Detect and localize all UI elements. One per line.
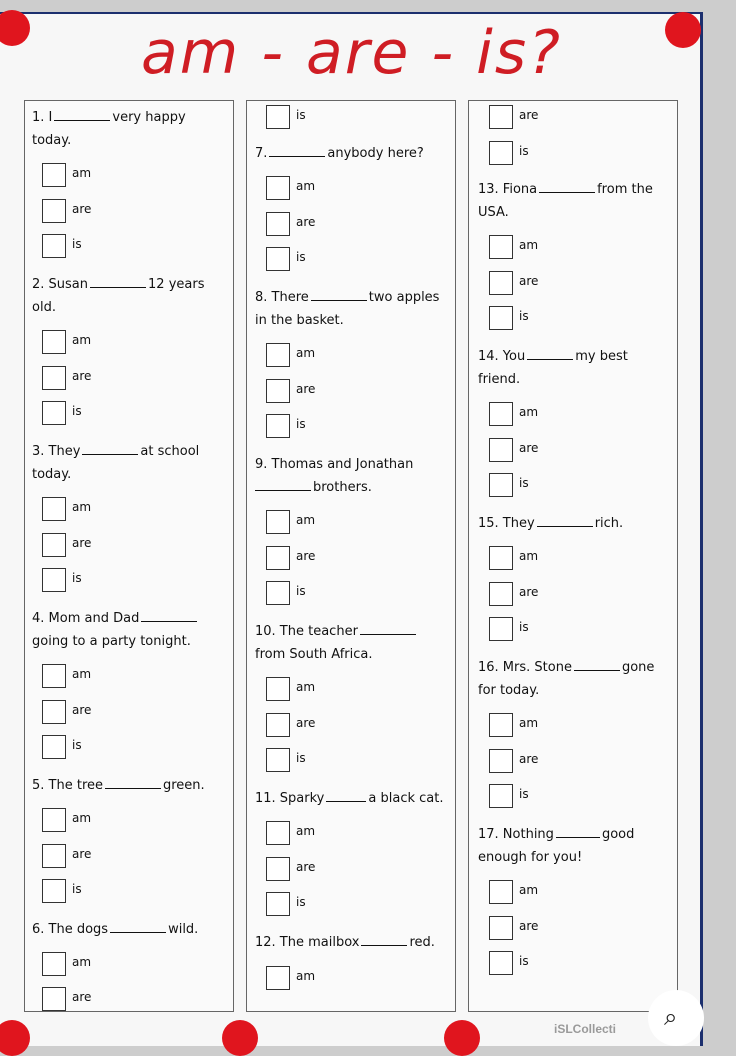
checkbox[interactable]: [489, 617, 513, 641]
checkbox[interactable]: [266, 510, 290, 534]
checkbox[interactable]: [489, 235, 513, 259]
checkbox[interactable]: [266, 581, 290, 605]
checkbox[interactable]: [489, 916, 513, 940]
checkbox[interactable]: [42, 987, 66, 1011]
checkbox[interactable]: [42, 199, 66, 223]
question-12: 12. The mailbox red.: [255, 935, 435, 950]
checkbox[interactable]: [489, 306, 513, 330]
question-15: 15. They rich.: [478, 516, 624, 531]
checkbox[interactable]: [42, 664, 66, 688]
pin-dot: [444, 1020, 480, 1056]
checkbox[interactable]: [42, 844, 66, 868]
question-9: 9. Thomas and Jonathan brothers.: [255, 457, 414, 495]
checkbox[interactable]: [42, 366, 66, 390]
checkbox[interactable]: [266, 176, 290, 200]
checkbox[interactable]: [266, 857, 290, 881]
page-title: am - are - is?: [141, 18, 562, 88]
question-17: 17. Nothing good enough for you!: [478, 827, 635, 865]
pin-dot: [0, 1020, 30, 1056]
checkbox[interactable]: [489, 784, 513, 808]
question-16: 16. Mrs. Stone gone for today.: [478, 660, 655, 698]
checkbox[interactable]: [489, 473, 513, 497]
checkbox[interactable]: [489, 582, 513, 606]
checkbox[interactable]: [489, 951, 513, 975]
checkbox[interactable]: [42, 234, 66, 258]
checkbox[interactable]: [266, 892, 290, 916]
pin-dot: [222, 1020, 258, 1056]
checkbox[interactable]: [266, 821, 290, 845]
question-2: 2. Susan 12 years old.: [32, 277, 205, 315]
checkbox[interactable]: [266, 748, 290, 772]
checkbox[interactable]: [266, 677, 290, 701]
checkbox[interactable]: [42, 952, 66, 976]
checkbox[interactable]: [489, 713, 513, 737]
checkbox[interactable]: [489, 546, 513, 570]
checkbox[interactable]: [489, 271, 513, 295]
checkbox[interactable]: [42, 163, 66, 187]
checkbox[interactable]: [42, 700, 66, 724]
checkbox[interactable]: [266, 546, 290, 570]
question-8: 8. There two apples in the basket.: [255, 290, 440, 328]
checkbox[interactable]: [266, 343, 290, 367]
question-11: 11. Sparky a black cat.: [255, 791, 444, 806]
zoom-button[interactable]: [648, 990, 704, 1046]
checkbox[interactable]: [489, 402, 513, 426]
checkbox[interactable]: [42, 330, 66, 354]
checkbox[interactable]: [489, 438, 513, 462]
checkbox[interactable]: [266, 966, 290, 990]
checkbox[interactable]: [266, 713, 290, 737]
watermark: iSLCollecti: [554, 1022, 617, 1036]
checkbox[interactable]: [489, 141, 513, 165]
question-3: 3. They at school today.: [32, 444, 200, 482]
question-14: 14. You my best friend.: [478, 349, 628, 387]
checkbox[interactable]: [489, 749, 513, 773]
checkbox[interactable]: [42, 879, 66, 903]
checkbox[interactable]: [266, 105, 290, 129]
checkbox[interactable]: [42, 401, 66, 425]
question-5: 5. The tree green.: [32, 778, 205, 793]
question-7: 7. anybody here?: [255, 146, 424, 161]
checkbox[interactable]: [266, 212, 290, 236]
checkbox[interactable]: [266, 414, 290, 438]
checkbox[interactable]: [489, 105, 513, 129]
checkbox[interactable]: [42, 533, 66, 557]
checkbox[interactable]: [42, 808, 66, 832]
search-icon: ⌕: [664, 1004, 678, 1031]
checkbox[interactable]: [266, 379, 290, 403]
question-4: 4. Mom and Dad going to a party tonight.: [32, 607, 199, 653]
question-1: 1. I very happy today.: [32, 110, 186, 148]
checkbox[interactable]: [489, 880, 513, 904]
question-6: 6. The dogs wild.: [32, 922, 199, 937]
question-10: 10. The teacher from South Africa.: [255, 620, 418, 666]
checkbox[interactable]: [42, 568, 66, 592]
question-13: 13. Fiona from the USA.: [478, 182, 653, 220]
checkbox[interactable]: [42, 735, 66, 759]
checkbox[interactable]: [42, 497, 66, 521]
checkbox[interactable]: [266, 247, 290, 271]
